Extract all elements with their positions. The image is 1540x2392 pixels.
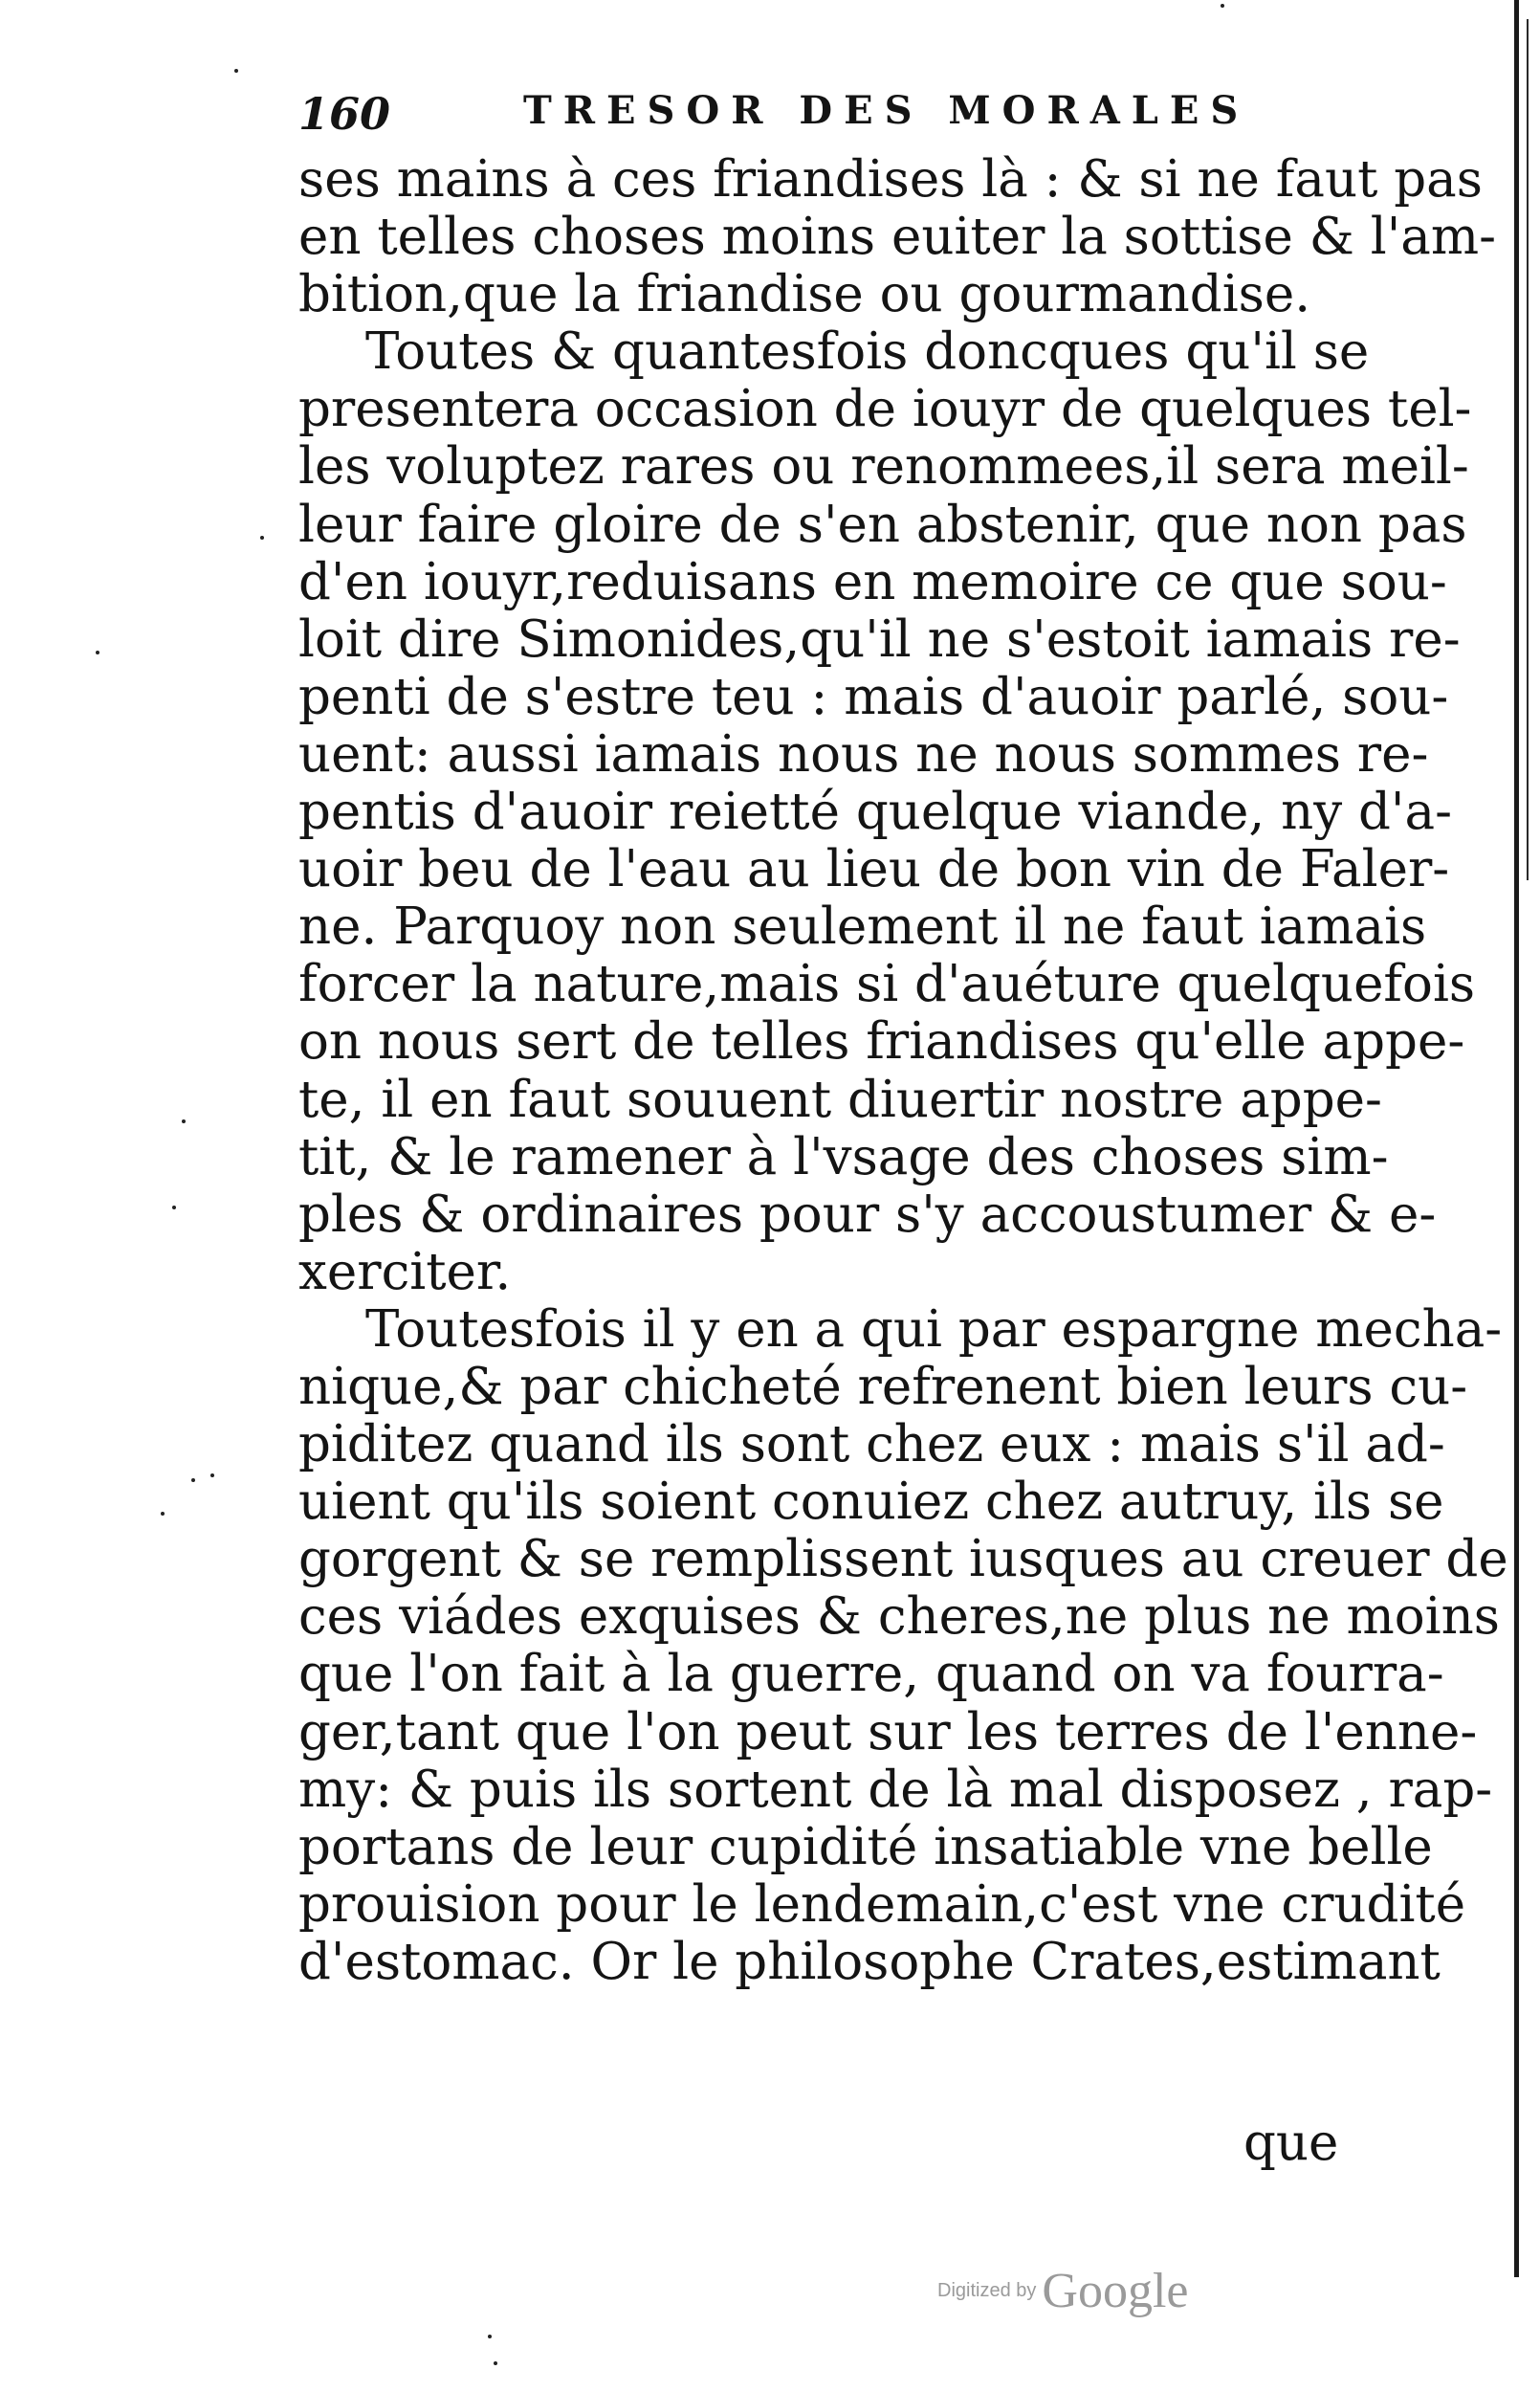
- text-line: bition,que la friandise ou gourmandise.: [298, 265, 1311, 324]
- ink-speck: [182, 1119, 186, 1123]
- text-line: les voluptez rares ou renommees,il sera meil-: [298, 437, 1469, 497]
- watermark-brand: Google: [1042, 2264, 1189, 2318]
- text-line: Toutes & quantesfois doncques qu'il se: [365, 322, 1370, 382]
- text-line: loit dire Simonides,qu'il ne s'estoit iamais re-: [298, 609, 1461, 669]
- text-line: uent: aussi iamais nous ne nous sommes re-: [298, 724, 1429, 784]
- ink-speck: [494, 2361, 497, 2365]
- text-line: ger,tant que l'on peut sur les terres de l'enne-: [298, 1702, 1478, 1761]
- text-line: prouision pour le lendemain,c'est vne crudité: [298, 1874, 1466, 1934]
- catchword: que: [1243, 2114, 1339, 2172]
- ink-speck: [161, 1512, 165, 1516]
- text-line: tit, & le ramener à l'vsage des choses sim-: [298, 1127, 1389, 1186]
- text-line: ples & ordinaires pour s'y accoustumer & e-: [298, 1185, 1437, 1244]
- text-line: leur faire gloire de s'en abstenir, que non pas: [298, 495, 1467, 554]
- text-line: xerciter.: [298, 1242, 512, 1301]
- text-line: forcer la nature,mais si d'auéture quelquefois: [298, 955, 1476, 1014]
- text-line: ne. Parquoy non seulement il ne faut iamais: [298, 897, 1427, 957]
- page-header: [298, 88, 1341, 145]
- text-line: portans de leur cupidité insatiable vne belle: [298, 1817, 1433, 1876]
- text-line: my: & puis ils sortent de là mal disposez , rap-: [298, 1760, 1493, 1819]
- text-line: presentera occasion de iouyr de quelques tel-: [298, 380, 1472, 439]
- page-edge-rule-thin: [1527, 19, 1529, 880]
- watermark-caption: Digitized by: [937, 2280, 1037, 2301]
- ink-speck: [260, 536, 264, 540]
- ink-speck: [191, 1478, 195, 1482]
- text-line: uient qu'ils soient conuiez chez autruy, ils se: [298, 1473, 1444, 1532]
- ink-speck: [234, 69, 238, 73]
- ink-speck: [96, 651, 99, 654]
- ink-speck: [210, 1473, 214, 1477]
- ink-speck: [488, 2335, 492, 2338]
- text-line: d'en iouyr,reduisans en memoire ce que sou-: [298, 552, 1447, 611]
- digitized-watermark: [937, 2263, 1188, 2320]
- text-line: uoir beu de l'eau au lieu de bon vin de Faler-: [298, 840, 1450, 899]
- ink-speck: [1221, 4, 1224, 8]
- ink-speck: [172, 1206, 176, 1209]
- text-line: on nous sert de telles friandises qu'elle appe-: [298, 1012, 1465, 1072]
- text-line: penti de s'estre teu : mais d'auoir parlé, sou-: [298, 667, 1449, 726]
- text-line: ces viádes exquises & cheres,ne plus ne moins: [298, 1587, 1500, 1647]
- text-line: que l'on fait à la guerre, quand on va fourra-: [298, 1645, 1444, 1704]
- text-line: en telles choses moins euiter la sottise & l'am-: [298, 208, 1497, 267]
- running-title: TRESOR DES MORALES: [523, 88, 1250, 133]
- text-line: ses mains à ces friandises là : & si ne faut pas: [298, 150, 1483, 209]
- text-line: pentis d'auoir reietté quelque viande, ny d'a-: [298, 783, 1453, 842]
- text-line: d'estomac. Or le philosophe Crates,estimant: [298, 1932, 1441, 1991]
- page-edge-rule: [1514, 0, 1519, 2277]
- text-line: te, il en faut souuent diuertir nostre appe-: [298, 1070, 1382, 1129]
- page-number: 160: [298, 88, 391, 140]
- text-line: piditez quand ils sont chez eux : mais s'il ad-: [298, 1415, 1445, 1474]
- text-line: gorgent & se remplissent iusques au creuer de: [298, 1530, 1508, 1589]
- text-line: nique,& par chicheté refrenent bien leurs cu-: [298, 1357, 1468, 1416]
- body-text: [298, 150, 1508, 1991]
- text-line: Toutesfois il y en a qui par espargne mecha-: [365, 1299, 1503, 1359]
